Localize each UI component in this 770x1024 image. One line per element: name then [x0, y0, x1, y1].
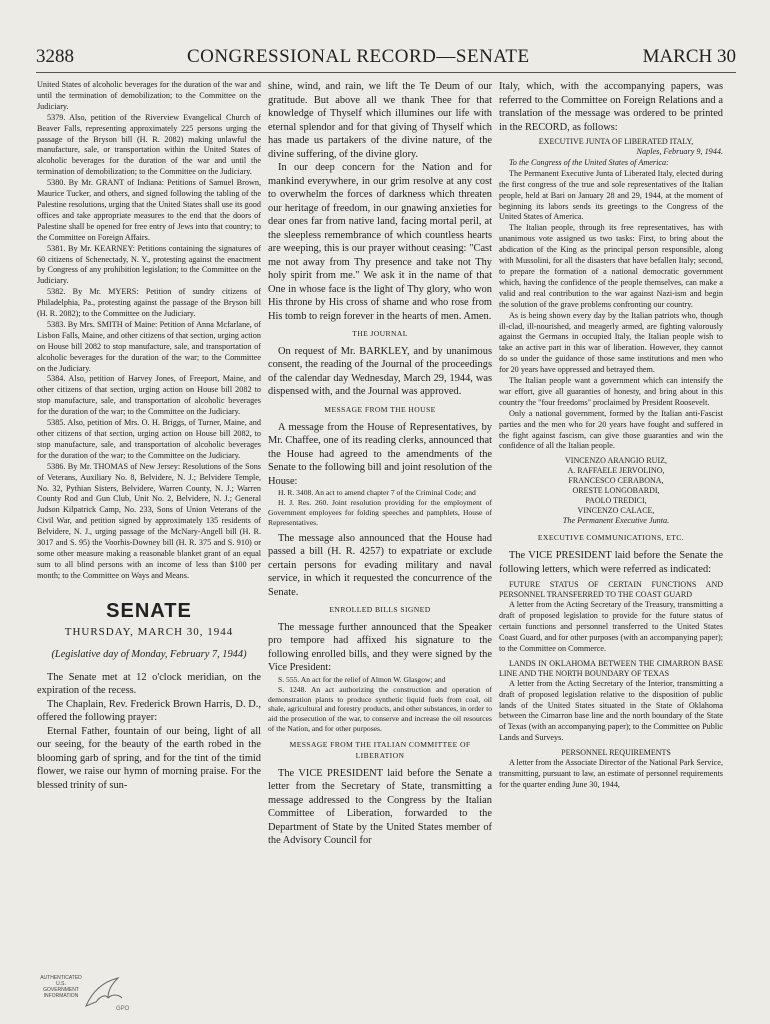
seal-mark: GPO: [116, 1006, 130, 1012]
page-header: [36, 46, 736, 68]
section-heading: MESSAGE FROM THE ITALIAN COMMITTEE OF LIBERATION: [289, 739, 471, 760]
paragraph: The Permanent Executive Junta of Liberated Italy, elected during the first congress of the true and sole representatives of the Italian people, held at Bari on January 28 and 29, 1944, at the moment of beginning its labors sends its greetings to the Congress of the United States of America.: [499, 168, 723, 222]
signer: PAOLO TREDICI,: [585, 496, 647, 506]
column-2: [268, 80, 492, 985]
signer: VINCENZO ARANGIO RUIZ,: [565, 456, 667, 466]
paragraph: A letter from the Acting Secretary of the Treasury, transmitting a draft of proposed legislation to provide for the future status of certain functions and personnel transferred to the United States Coast Guard, and for other purposes (with an accompanying paper); to the Committee on Commerce.: [499, 600, 723, 653]
paragraph: 5379. Also, petition of the Riverview Evangelical Church of Beaver Falls, representing approximately 225 persons urging the passage of the Bryson bill (H. R. 2082) making unlawful the manufacture, sale, or transportation within the United States of alcoholic beverages for the duration of the war and until the termination of demobilization; to the Committee on the Judiciary.: [37, 112, 261, 177]
list-item: S. 555. An act for the relief of Almon W. Glasgow; and: [278, 674, 446, 684]
legislative-day: (Legislative day of Monday, February 7, 1944): [51, 648, 247, 660]
authentication-seal: [38, 972, 158, 1012]
signed-as: The Permanent Executive Junta.: [562, 516, 670, 526]
paragraph: As is being shown every day by the Italian patriots who, though ill-clad, ill-nourished, and meagerly armed, are fighting valorously against the Germans in occupied Italy, the Italian people wish to take an active part in this war of liberation. However, they cannot do so under the guidance of those same institutions and men who for 20 years have oppressed and betrayed them.: [499, 310, 723, 375]
paragraph: 5384. Also, petition of Harvey Jones, of Freeport, Maine, and other citizens of that section, urging action on House bill 2082 to stop manufacture, sale, and transportation of alcoholic beverages for the duration of the war; to the Committee on the Judiciary.: [37, 374, 261, 417]
header-date: MARCH 30: [642, 46, 736, 67]
section-heading: EXECUTIVE COMMUNICATIONS, ETC.: [537, 533, 685, 543]
paragraph: The Chaplain, Rev. Frederick Brown Harris, D. D., offered the following prayer:: [37, 698, 261, 723]
paragraph: Eternal Father, fountain of our being, light of all our seeing, for the beauty of the earth robed in the blooming garb of spring, and for the tint of the timid flower, we raise our hymn of morning praise. For the blessed trinity of sun-: [37, 725, 261, 791]
paragraph: A letter from the Associate Director of the National Park Service, transmitting, pursuant to law, an estimate of personnel requirements for the quarter ending June 30, 1944,: [499, 758, 723, 789]
paragraph: In our deep concern for the Nation and for mankind everywhere, in our grim resolve at any cost to overwhelm the forces of darkness which threaten our heritage of freedom, in our gnawing anxieties for dear ones far from native land, facing mortal peril, at the sleepless remembrance of which countless hearts are weeping, this is our prayer without ceasing: "Cast me not away from Thy presence and take not Thy holy spirit from me." We ask it in the name of that One in whose face is the light of Thy glory, who won His throne by His cross of shame and who rose from His tomb to reign forever in the hearts of men. Amen.: [268, 162, 492, 322]
list-item: H. J. Res. 260. Joint resolution providing for the employment of Government employees for folding speeches and pamphlets, House of Representatives.: [268, 498, 492, 527]
dateline: Naples, February 9, 1944.: [636, 147, 723, 156]
paragraph: The VICE PRESIDENT laid before the Senate the following letters, which were referred as indicated:: [499, 550, 723, 575]
paragraph: United States of alcoholic beverages for the duration of the war and until the termination of demobilization; to the Committee on the Judiciary.: [37, 80, 261, 111]
session-date: THURSDAY, MARCH 30, 1944: [64, 625, 234, 638]
signer: FRANCESCO CERABONA,: [568, 476, 664, 486]
paragraph: The Italian people want a government which can intensify the war effort, give all guaranties of honesty, and bring about in this country the "four freedoms" proclaimed by President Roosevelt.: [499, 376, 723, 407]
paragraph: 5382. By Mr. MYERS: Petition of sundry citizens of Philadelphia, Pa., protesting against the passage of the Bryson bill (H. R. 2082); to the Committee on the Judiciary.: [37, 287, 261, 319]
paragraph: 5386. By Mr. THOMAS of New Jersey: Resolutions of the Sons of Veterans, Auxiliary No. 8, Belvidere, N. J.; Belvidere Temple, No. 32, Pythian Sisters, Belvidere, Warren County, N. J.; Warren County Rod and Gun Club, Unit No. 2, Belvidere, N. J.; General Judson Kilpatrick Camp, No. 233, Sons of Union Veterans of the Civil War, and petition signed by approximately 135 residents of Belvidere, N. J., urging passage of the McNary-Angell bill (H. R. 3017 and S. 95) the Voorhis-Downey bill (H. R. 375 and S. 910) or some other measure making a reasonable blanket grant of an equal sum to all blind persons with an income of less than $100 per month; to the Committee on Ways and Means.: [37, 461, 261, 580]
paragraph: 5381. By Mr. KEARNEY: Petitions containing the signatures of 60 citizens of Schenectady, N. Y., protesting against the enactment by Congress of any prohibition legislation; to the Committee on the Judiciary.: [37, 243, 261, 286]
paragraph: The message also announced that the House had passed a bill (H. R. 4257) to expatriate or exclude certain persons for evading military and naval service, in which it requested the concurrence of the Senate.: [268, 532, 492, 598]
page-number: 3288: [36, 46, 74, 67]
paragraph: On request of Mr. BARKLEY, and by unanimous consent, the reading of the Journal of the proceedings of the calendar day Wednesday, March 29, 1944, was dispensed with, and the Journal was approved.: [268, 345, 492, 398]
subheading: PERSONNEL REQUIREMENTS: [561, 748, 671, 758]
section-heading: THE JOURNAL: [352, 329, 408, 338]
letterhead: EXECUTIVE JUNTA OF LIBERATED ITALY,: [538, 137, 694, 146]
header-rule: [36, 72, 736, 73]
paragraph: The message further announced that the Speaker pro tempore had affixed his signature to the following enrolled bills, and they were signed by the Vice President:: [268, 621, 492, 674]
bill-list: [268, 488, 492, 527]
signer: VINCENZO CALACE,: [577, 506, 655, 516]
paragraph: The VICE PRESIDENT laid before the Senate a letter from the Secretary of State, transmitting a message addressed to the Congress by the Italian Committee of Liberation, forwarded to the Department of State by the United States member of the Advisory Council for: [268, 767, 492, 846]
paragraph: 5385. Also, petition of Mrs. O. H. Briggs, of Turner, Maine, and other citizens of that section, urging action on House bill 2082, to stop manufacture, sale, and transportation of alcoholic beverages for the duration of the war; to the Committee on the Judiciary.: [37, 418, 261, 460]
column-3: [499, 80, 723, 985]
signer: ORESTE LONGOBARDI,: [572, 486, 660, 496]
column-1: [37, 80, 261, 985]
section-heading: ENROLLED BILLS SIGNED: [329, 605, 431, 614]
signer: A. RAFFAELE JERVOLINO,: [567, 466, 665, 476]
paragraph: The Senate met at 12 o'clock meridian, on the expiration of the recess.: [37, 671, 261, 696]
paragraph: Only a national government, formed by the Italian anti-Fascist parties and the men who for 20 years have fought and suffered in the fight against fascism, can give those guaranties and win the confidence of all the Italian people.: [499, 408, 723, 451]
paragraph: A letter from the Acting Secretary of the Interior, transmitting a draft of proposed legislation relative to the disposition of public lands of the United States situated in the State of Oklahoma between the Cimarron base line and the north boundary of the State of Texas (with an accompanying paper); to the Committee on Public Lands and Surveys.: [499, 678, 723, 743]
salutation: To the Congress of the United States of America:: [509, 157, 669, 167]
seal-text: AUTHENTICATED U.S. GOVERNMENT INFORMATION: [40, 975, 82, 999]
paragraph: The Italian people, through its free representatives, has with unanimous vote assigned us two tasks: First, to bring about the abdication of the King as the principal person responsible, along with Mussolini, for all the disasters that have befallen Italy; second, to prepare the formation of a national democratic government which, having the confidence of the people themselves, can make a valid and real contribution to the war against Nazi-ism and begin the solution of the grave problems confronting our country.: [499, 223, 723, 309]
subheading: LANDS IN OKLAHOMA BETWEEN THE CIMARRON BASE LINE AND THE NORTH BOUNDARY OF TEXAS: [499, 658, 723, 678]
paragraph: 5380. By Mr. GRANT of Indiana: Petitions of Samuel Brown, Maurice Tucker, and others, and signed following the tabling of the Palestine resolutions, urging that the United States shall use its good offices and take appropriate measures to the end that the doors of Palestine shall be opened for free entry of Jews into that country; to the Committee on Foreign Affairs.: [37, 178, 261, 242]
signature-block: [499, 456, 723, 527]
list-item: H. R. 3408. An act to amend chapter 7 of the Criminal Code; and: [278, 488, 476, 498]
paragraph: 5383. By Mrs. SMITH of Maine: Petition of Anna Mcfarlane, of Lisbon Falls, Maine, and other citizens of that section, urging action on House bill 2082 to stop manufacture, sale, and transportation of alcoholic beverages for the duration of the war; to the Committee on the Judiciary.: [37, 319, 261, 373]
paragraph: shine, wind, and rain, we lift the Te Deum of our gratitude. But above all we thank Thee for that knowledge of Thyself which illumines our life with eternal splendor and for that giving of Thyself which has made us partakers of the divine nature, of the divine suffering, of the divine glory.: [268, 81, 492, 160]
eagle-logo-icon: [78, 972, 138, 1012]
section-heading: MESSAGE FROM THE HOUSE: [324, 404, 436, 414]
bill-list: [268, 675, 492, 734]
list-item: S. 1248. An act authorizing the construction and operation of demonstration plants to produce synthetic liquid fuels from coal, oil shale, agricultural and forestry products, and other substances, in order to aid the prosecution of the war, to conserve and increase the oil resources of the Nation, and for other purposes.: [268, 684, 492, 733]
paragraph: Italy, which, with the accompanying papers, was referred to the Committee on Foreign Relations and a translation of the message was ordered to be printed in the RECORD, as follows:: [499, 81, 723, 133]
senate-heading: SENATE: [106, 599, 192, 622]
subheading: FUTURE STATUS OF CERTAIN FUNCTIONS AND PERSONNEL TRANSFERRED TO THE COAST GUARD: [499, 580, 723, 600]
publication-title: CONGRESSIONAL RECORD—SENATE: [186, 46, 530, 67]
paragraph: A message from the House of Representatives, by Mr. Chaffee, one of its reading clerks, announced that the House had agreed to the amendments of the Senate to the following bill and joint resolution of the House:: [268, 421, 492, 487]
